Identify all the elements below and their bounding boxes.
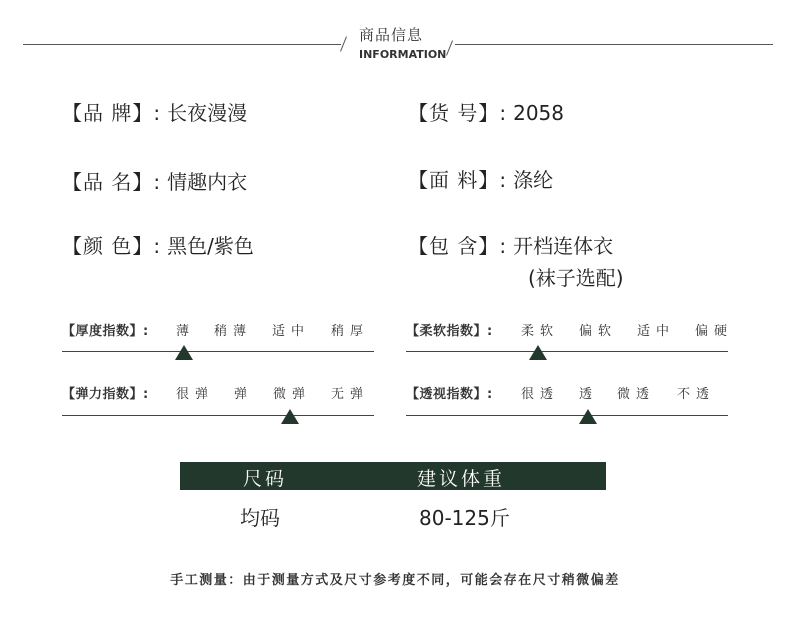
- thickness-option: 稍薄: [214, 324, 253, 339]
- size-value: 均码: [240, 506, 280, 530]
- softness-index: [406, 320, 493, 339]
- brand-value: 长夜漫漫: [167, 101, 248, 125]
- size-column-header: 尺码: [243, 468, 288, 490]
- transparency-option: 不透: [677, 387, 716, 402]
- elasticity-option: 很弹: [176, 387, 215, 402]
- elasticity-option: 微弹: [273, 387, 312, 402]
- softness-marker: [529, 345, 547, 360]
- elasticity-index: [62, 383, 149, 402]
- thickness-index: [62, 320, 149, 339]
- item-no-field: [408, 97, 564, 126]
- elasticity-option: 弹: [234, 387, 248, 402]
- name-value: 情趣内衣: [167, 170, 248, 194]
- thickness-scale-line: [62, 351, 374, 352]
- transparency-option: 透: [579, 387, 593, 402]
- transparency-marker: [579, 409, 597, 424]
- brand-label: 【品 牌】:: [62, 101, 162, 125]
- softness-option: 偏软: [579, 324, 618, 339]
- softness-label: 【柔软指数】:: [406, 324, 493, 339]
- transparency-index: [406, 383, 493, 402]
- softness-option: 适中: [637, 324, 676, 339]
- thickness-option: 薄: [176, 324, 190, 339]
- brand-field: [62, 97, 247, 126]
- weight-value: 80-125斤: [419, 506, 510, 530]
- name-label: 【品 名】:: [62, 170, 162, 194]
- softness-option: 偏硬: [695, 324, 734, 339]
- fabric-value: 涤纶: [513, 168, 554, 192]
- elasticity-option: 无弹: [331, 387, 370, 402]
- softness-option: 柔软: [521, 324, 560, 339]
- thickness-option: 适中: [272, 324, 311, 339]
- thickness-label: 【厚度指数】:: [62, 324, 149, 339]
- color-label: 【颜 色】:: [62, 234, 162, 258]
- item-no-value: 2058: [513, 101, 565, 125]
- thickness-option: 稍厚: [331, 324, 370, 339]
- measurement-note: 手工测量：由于测量方式及尺寸参考度不同，可能会存在尺寸稍微偏差: [170, 573, 620, 588]
- elasticity-label: 【弹力指数】:: [62, 387, 149, 402]
- fabric-label: 【面 料】:: [408, 168, 508, 192]
- elasticity-scale-line: [62, 415, 374, 416]
- transparency-scale-line: [406, 415, 728, 416]
- elasticity-marker: [281, 409, 299, 424]
- transparency-option: 微透: [617, 387, 656, 402]
- header-slash-right: [446, 40, 453, 55]
- header-slash-left: [340, 36, 347, 51]
- header-rule-left: [23, 44, 341, 45]
- includes-label: 【包 含】:: [408, 234, 508, 258]
- item-no-label: 【货 号】:: [408, 101, 508, 125]
- section-title: 商品信息: [359, 26, 424, 44]
- thickness-marker: [175, 345, 193, 360]
- color-value: 黑色/紫色: [167, 234, 254, 258]
- softness-scale-line: [406, 351, 728, 352]
- color-field: [62, 230, 254, 259]
- transparency-label: 【透视指数】:: [406, 387, 493, 402]
- fabric-field: [408, 164, 553, 193]
- section-subtitle: INFORMATION: [359, 48, 447, 61]
- weight-column-header: 建议体重: [417, 468, 506, 490]
- header-rule-right: [455, 44, 773, 45]
- includes-value: 开档连体衣: [513, 234, 614, 258]
- size-table-header: [180, 462, 606, 490]
- name-field: [62, 166, 247, 195]
- transparency-option: 很透: [521, 387, 560, 402]
- includes-field: [408, 230, 624, 290]
- includes-value-note: (袜子选配): [528, 266, 624, 290]
